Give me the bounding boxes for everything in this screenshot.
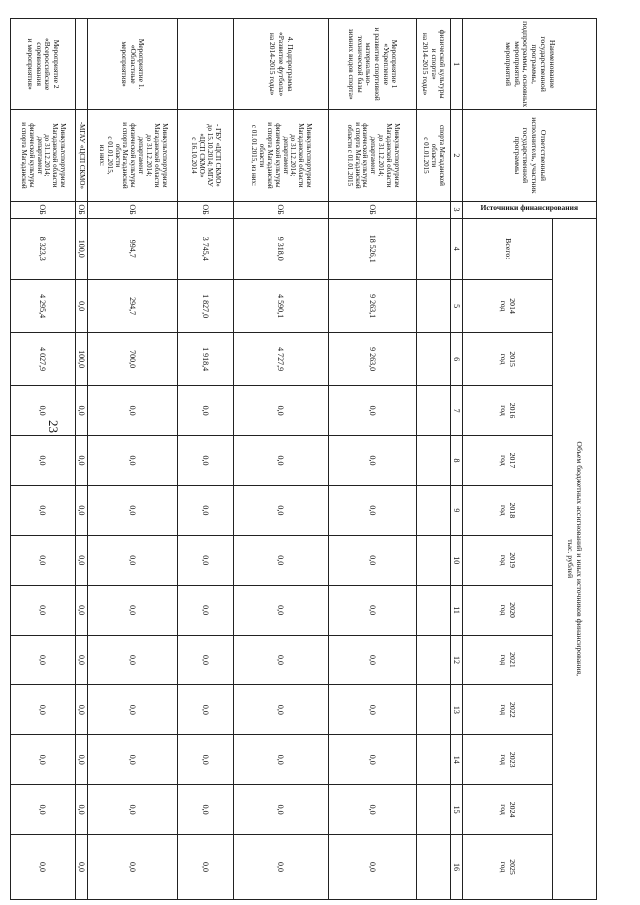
year-value-cell: 0,0 xyxy=(328,635,416,685)
responsible-line: Магаданской области xyxy=(51,123,60,188)
column-index-cell: 16 xyxy=(450,835,462,900)
column-index-cell: 8 xyxy=(450,436,462,486)
year-value-cell: 0,0 xyxy=(177,785,233,835)
year-value-cell: 0,0 xyxy=(328,535,416,585)
year-value-cell: 0,0 xyxy=(177,485,233,535)
program-name-line: на 2014-2015 годы» xyxy=(268,32,278,96)
responsible-cell xyxy=(177,110,233,201)
responsible-line: до 31.12.2014; xyxy=(144,134,153,177)
responsible-line: до 31.12.2014; xyxy=(43,134,52,177)
responsible-line: Минкультспортуризм xyxy=(392,123,401,188)
header-year-2020 xyxy=(463,585,553,635)
year-word: год xyxy=(499,604,509,616)
column-index-cell: 13 xyxy=(450,685,462,735)
year-value-cell: 294,7 xyxy=(87,280,177,333)
responsible-line: области xyxy=(113,143,122,168)
year-value-cell: 4 027,9 xyxy=(10,333,75,386)
rotated-table-container xyxy=(19,18,597,900)
year-value-cell: 0,0 xyxy=(233,735,328,785)
year-value-cell: 0,0 xyxy=(75,835,87,900)
year-value: 2022 xyxy=(508,702,518,718)
header-year-2017 xyxy=(463,436,553,486)
year-value-cell: 0,0 xyxy=(177,835,233,900)
header-year-2015 xyxy=(463,333,553,386)
year-word: год xyxy=(499,505,509,516)
year-value-cell xyxy=(416,685,450,735)
year-word: год xyxy=(499,300,509,312)
year-value-cell: 0,0 xyxy=(10,835,75,900)
year-value-cell: 0,0 xyxy=(87,685,177,735)
year-value: 2023 xyxy=(508,751,518,768)
responsible-line: -МГАУ «ЦСП СКМО» xyxy=(78,121,87,189)
year-value-cell: 0,0 xyxy=(10,635,75,685)
year-value-cell: 0,0 xyxy=(87,436,177,486)
header-year-2025 xyxy=(463,835,553,900)
year-value-cell xyxy=(416,333,450,386)
year-word: год xyxy=(499,353,509,365)
responsible-line: до 15.10.2014; МГАУ xyxy=(206,123,215,187)
header-name: Наименование государственной программы, подпрограммы, основных мероприятий, мероприятий xyxy=(463,19,597,110)
year-value-cell: 0,0 xyxy=(233,785,328,835)
year-value-cell: 0,0 xyxy=(177,735,233,785)
source-cell: ОБ xyxy=(233,201,328,218)
total-value-cell: 100,0 xyxy=(75,218,87,280)
year-value-cell xyxy=(416,280,450,333)
column-index-cell: 4 xyxy=(450,218,462,280)
year-value: 2024 xyxy=(508,801,518,818)
responsible-line: Минкультспортуризм xyxy=(305,123,314,188)
responsible-line: физической культуры xyxy=(273,123,282,188)
table-row xyxy=(75,19,87,900)
year-word: год xyxy=(499,804,509,815)
responsible-line: из них: xyxy=(97,144,106,166)
year-value-cell: 1 827,0 xyxy=(177,280,233,333)
year-word: год xyxy=(499,455,509,466)
year-value-cell: 0,0 xyxy=(10,386,75,436)
source-cell: ОБ xyxy=(10,201,75,218)
year-value-cell: 9 263,0 xyxy=(328,333,416,386)
year-word: год xyxy=(499,554,509,566)
column-index-cell: 9 xyxy=(450,485,462,535)
year-value-cell: 0,0 xyxy=(328,585,416,635)
program-name-line: и спорта» xyxy=(429,48,439,80)
table-row xyxy=(10,19,75,900)
year-value-cell: 0,0 xyxy=(10,485,75,535)
responsible-line: департамент xyxy=(137,136,146,175)
year-value-cell: 0,0 xyxy=(75,280,87,333)
program-name-line: «Укрепление xyxy=(381,43,391,85)
year-value-cell: 0,0 xyxy=(87,635,177,685)
program-name-line: зимних видов спорта» xyxy=(347,28,357,100)
responsible-line: до 31.12.2014; xyxy=(377,134,386,177)
table-row xyxy=(416,19,450,900)
program-name-line: на 2014-2015 годы» xyxy=(421,32,430,96)
year-word: год xyxy=(499,754,509,766)
year-value-cell: 0,0 xyxy=(10,535,75,585)
responsible-line: Магаданской области xyxy=(297,123,306,188)
year-value-cell: 0,0 xyxy=(177,585,233,635)
year-word: год xyxy=(499,704,509,716)
year-value-cell: 0,0 xyxy=(233,436,328,486)
responsible-cell xyxy=(87,110,177,201)
program-name-line: технической базы xyxy=(355,35,365,93)
responsible-line: и спорта Магаданской xyxy=(19,122,28,189)
year-value-cell: 0,0 xyxy=(233,635,328,685)
header-year-2018 xyxy=(463,485,553,535)
year-value-cell: 0,0 xyxy=(87,735,177,785)
year-value-cell: 100,0 xyxy=(75,333,87,386)
responsible-line: физической культуры xyxy=(361,123,370,188)
year-value-cell: 0,0 xyxy=(328,785,416,835)
year-value-cell: 0,0 xyxy=(10,685,75,735)
responsible-line: с 01.01.2015, из них: xyxy=(250,124,259,186)
year-value-cell: 0,0 xyxy=(233,485,328,535)
column-index-cell: 3 xyxy=(450,201,462,218)
column-index-cell: 12 xyxy=(450,635,462,685)
year-value-cell: 0,0 xyxy=(233,835,328,900)
column-index-cell: 10 xyxy=(450,535,462,585)
column-index-cell: 7 xyxy=(450,386,462,436)
total-value-cell: 3 745,4 xyxy=(177,218,233,280)
responsible-line: и спорта Магаданской xyxy=(121,122,130,189)
responsible-line: с 16.10.2014 xyxy=(190,137,199,174)
year-value-cell: 0,0 xyxy=(75,685,87,735)
year-value-cell xyxy=(416,585,450,635)
year-value-cell xyxy=(416,785,450,835)
table-row xyxy=(233,19,328,900)
responsible-line: области с 01.01.2015 xyxy=(345,124,354,187)
responsible-line: департамент xyxy=(35,136,44,175)
year-value-cell: 0,0 xyxy=(87,785,177,835)
column-index-cell: 15 xyxy=(450,785,462,835)
year-value-cell: 0,0 xyxy=(75,386,87,436)
year-value-cell: 0,0 xyxy=(177,436,233,486)
header-funding: Объем бюджетных ассигнований и иных источников финансирования, тыс. рублей xyxy=(553,218,597,900)
responsible-cell xyxy=(328,110,416,201)
source-cell xyxy=(416,201,450,218)
year-value-cell: 1 918,4 xyxy=(177,333,233,386)
year-value-cell: 0,0 xyxy=(10,735,75,785)
program-name-line: «Развитие футбола» xyxy=(277,32,287,97)
year-value-cell: 0,0 xyxy=(177,386,233,436)
year-value-cell: 0,0 xyxy=(75,535,87,585)
year-value-cell: 0,0 xyxy=(87,535,177,585)
year-value-cell xyxy=(416,635,450,685)
program-name-cell xyxy=(328,19,416,110)
responsible-line: Магаданской области xyxy=(152,123,161,188)
program-name-line: Мероприятие 1. xyxy=(137,38,147,90)
year-value-cell: 700,0 xyxy=(87,333,177,386)
year-value-cell: 0,0 xyxy=(328,735,416,785)
source-cell: ОБ xyxy=(328,201,416,218)
program-name-line: мероприятия» xyxy=(120,41,129,87)
responsible-line: департамент xyxy=(281,136,290,175)
page-number: 23 xyxy=(46,420,61,433)
year-value-cell: 0,0 xyxy=(75,485,87,535)
year-word: год xyxy=(499,861,509,873)
year-value-cell: 0,0 xyxy=(75,735,87,785)
column-index-cell: 14 xyxy=(450,735,462,785)
year-value-cell xyxy=(416,436,450,486)
responsible-cell xyxy=(10,110,75,201)
responsible-line: департамент xyxy=(369,136,378,175)
header-year-2021 xyxy=(463,635,553,685)
header-year-2014 xyxy=(463,280,553,333)
year-value-cell: 0,0 xyxy=(233,386,328,436)
year-value-cell: 0,0 xyxy=(177,685,233,735)
source-cell: ОБ xyxy=(75,201,87,218)
total-value-cell: 18 526,1 xyxy=(328,218,416,280)
responsible-line: и спорта Магаданской xyxy=(265,122,274,189)
column-index-cell: 5 xyxy=(450,280,462,333)
program-name-line: Мероприятие 2 xyxy=(51,39,61,89)
year-value: 2025 xyxy=(508,859,518,875)
year-value: 2016 xyxy=(508,402,518,419)
year-word: год xyxy=(499,405,509,416)
program-name-cell xyxy=(233,19,328,110)
program-name-line: материально- xyxy=(364,42,374,86)
program-name-cell xyxy=(87,19,177,110)
year-value-cell: 9 263,1 xyxy=(328,280,416,333)
header-year-2023 xyxy=(463,735,553,785)
responsible-line: до 31.12.2014; xyxy=(289,134,298,177)
program-name-cell xyxy=(10,19,75,110)
program-name-line: соревнования xyxy=(34,42,44,86)
year-value-cell: 0,0 xyxy=(328,685,416,735)
year-value-cell: 0,0 xyxy=(75,785,87,835)
year-value-cell xyxy=(416,485,450,535)
column-index-row xyxy=(450,19,462,900)
table-row xyxy=(177,19,233,900)
year-value-cell: 0,0 xyxy=(328,386,416,436)
responsible-line: с 01.01.2015 xyxy=(422,137,431,174)
responsible-line: области xyxy=(258,143,267,168)
program-name-cell xyxy=(416,19,450,110)
program-name-line: физической культуры xyxy=(438,29,448,99)
year-value-cell: 0,0 xyxy=(233,585,328,635)
responsible-cell xyxy=(75,110,87,201)
year-value-cell: 0,0 xyxy=(328,436,416,486)
year-value-cell: 0,0 xyxy=(177,635,233,685)
responsible-cell xyxy=(416,110,450,201)
header-year-2016 xyxy=(463,386,553,436)
header-responsible: Ответственный исполнитель, участник государственной программы xyxy=(463,110,597,201)
header-total: Всего: xyxy=(463,218,553,280)
year-value-cell: 0,0 xyxy=(233,535,328,585)
program-name-cell xyxy=(75,19,87,110)
year-value-cell: 0,0 xyxy=(87,835,177,900)
responsible-cell xyxy=(233,110,328,201)
year-value: 2014 xyxy=(508,298,518,314)
year-value: 2021 xyxy=(508,652,518,668)
year-value-cell: 0,0 xyxy=(75,585,87,635)
program-name-line: «Областные xyxy=(128,44,138,84)
year-value-cell xyxy=(416,535,450,585)
year-value-cell: 0,0 xyxy=(87,386,177,436)
responsible-line: спорта Магаданской xyxy=(438,124,447,186)
year-value-cell: 0,0 xyxy=(233,685,328,735)
year-value-cell xyxy=(416,386,450,436)
column-index-cell: 6 xyxy=(450,333,462,386)
year-value: 2018 xyxy=(508,502,518,519)
total-value-cell: 9 318,0 xyxy=(233,218,328,280)
responsible-line: области xyxy=(430,143,439,168)
year-value-cell: 4 295,4 xyxy=(10,280,75,333)
header-year-2024 xyxy=(463,785,553,835)
program-name-line: «Всероссийские xyxy=(43,38,53,91)
year-value: 2020 xyxy=(508,602,518,618)
total-value-cell xyxy=(416,218,450,280)
responsible-line: физической культуры xyxy=(27,123,36,188)
table-row xyxy=(87,19,177,900)
responsible-line: физической культуры xyxy=(129,123,138,188)
responsible-line: Минкультспортуризм xyxy=(59,123,68,188)
program-name-line: и развитие спортивной xyxy=(372,27,382,101)
responsible-line: и спорта Магаданской xyxy=(353,122,362,189)
year-value-cell: 0,0 xyxy=(10,585,75,635)
year-value: 2017 xyxy=(508,452,518,469)
year-value: 2015 xyxy=(508,351,518,367)
total-value-cell: 8 323,3 xyxy=(10,218,75,280)
year-value-cell: 0,0 xyxy=(177,535,233,585)
year-value-cell: 4 590,1 xyxy=(233,280,328,333)
year-value-cell: 0,0 xyxy=(75,635,87,685)
funding-table xyxy=(10,18,597,900)
responsible-line: «ЦСП СКМО» xyxy=(198,133,207,178)
responsible-line: - ГБУ «ЦСП СКМО» xyxy=(213,124,222,187)
responsible-line: Минкультспортуризм xyxy=(160,123,169,188)
table-row xyxy=(328,19,416,900)
year-word: год xyxy=(499,654,509,666)
responsible-line: с 01.01.2015, xyxy=(105,136,114,175)
header-year-2022 xyxy=(463,685,553,735)
year-value-cell xyxy=(416,735,450,785)
year-value-cell: 0,0 xyxy=(10,785,75,835)
source-cell: ОБ xyxy=(177,201,233,218)
year-value-cell: 0,0 xyxy=(87,585,177,635)
year-value-cell: 0,0 xyxy=(75,436,87,486)
header-year-2019 xyxy=(463,535,553,585)
responsible-line: Магаданской области xyxy=(384,123,393,188)
program-name-line: Мероприятие 1 xyxy=(390,39,400,89)
program-name-line: и мероприятия» xyxy=(26,38,35,90)
total-value-cell: 994,7 xyxy=(87,218,177,280)
year-value-cell: 0,0 xyxy=(328,485,416,535)
column-index-cell: 1 xyxy=(450,19,462,110)
year-value-cell: 0,0 xyxy=(328,835,416,900)
year-value-cell xyxy=(416,835,450,900)
column-index-cell: 2 xyxy=(450,110,462,201)
year-value: 2019 xyxy=(508,552,518,568)
header-source: Источники финансирования xyxy=(463,201,597,218)
program-name-cell xyxy=(177,19,233,110)
year-value-cell: 0,0 xyxy=(87,485,177,535)
year-value-cell: 4 727,9 xyxy=(233,333,328,386)
year-value-cell: 0,0 xyxy=(10,436,75,486)
program-name-line: 4. Подпрограмма xyxy=(285,36,295,92)
column-index-cell: 11 xyxy=(450,585,462,635)
source-cell: ОБ xyxy=(87,201,177,218)
